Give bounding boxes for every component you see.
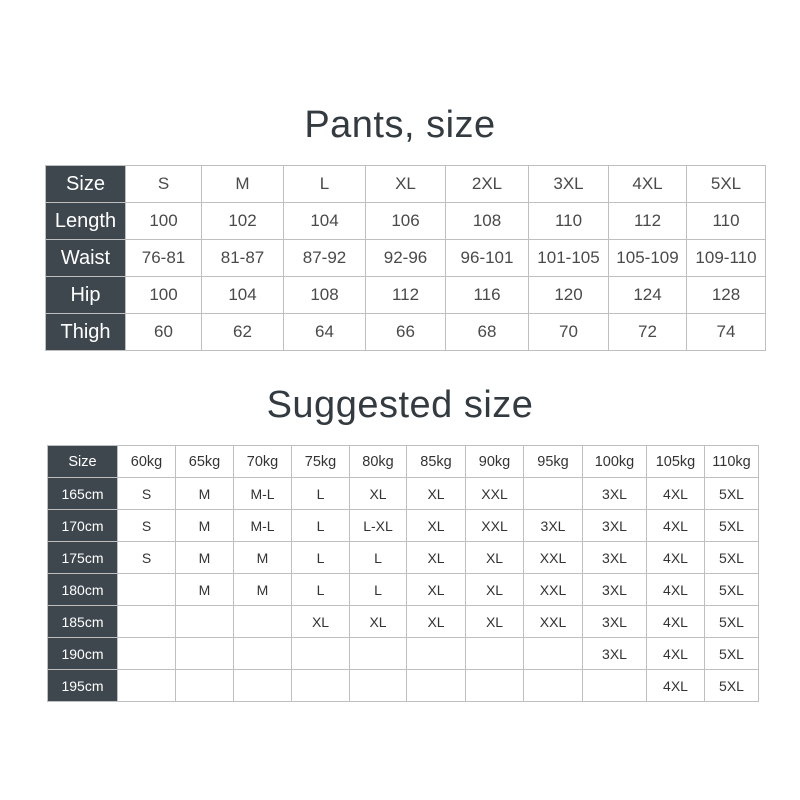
table-cell: M [176, 510, 234, 542]
table-cell: 104 [284, 203, 366, 240]
table-cell: 92-96 [366, 240, 446, 277]
table-cell: S [126, 166, 202, 203]
table-cell: L-XL [350, 510, 407, 542]
table-cell: 4XL [647, 478, 705, 510]
table-cell: 4XL [647, 606, 705, 638]
pants-row-thigh [46, 314, 766, 351]
table-cell: 3XL [529, 166, 609, 203]
suggested-size-table [47, 445, 759, 702]
table-cell: XL [466, 606, 524, 638]
table-cell: 3XL [583, 606, 647, 638]
table-cell [234, 638, 292, 670]
table-cell: 100 [126, 203, 202, 240]
table-cell [176, 638, 234, 670]
table-cell: XL [366, 166, 446, 203]
table-cell: 68 [446, 314, 529, 351]
table-cell: M-L [234, 510, 292, 542]
height-label: 165cm [48, 478, 118, 510]
height-row-165cm [48, 478, 759, 510]
table-cell: L [292, 510, 350, 542]
table-cell: XXL [466, 510, 524, 542]
table-cell [176, 606, 234, 638]
weight-header: 75kg [292, 446, 350, 478]
table-cell [407, 670, 466, 702]
table-cell [466, 638, 524, 670]
table-cell: 128 [687, 277, 766, 314]
table-cell: L [292, 542, 350, 574]
table-cell: 108 [284, 277, 366, 314]
table-cell: 4XL [647, 574, 705, 606]
pants-row-waist [46, 240, 766, 277]
weight-header: 95kg [524, 446, 583, 478]
table-cell: XXL [466, 478, 524, 510]
table-cell: 5XL [705, 670, 759, 702]
height-label: 180cm [48, 574, 118, 606]
table-cell: 5XL [705, 478, 759, 510]
table-cell: 2XL [446, 166, 529, 203]
row-label: Hip [46, 277, 126, 314]
table-cell: XL [350, 478, 407, 510]
height-label: 195cm [48, 670, 118, 702]
table-cell: 108 [446, 203, 529, 240]
table-cell: M [176, 478, 234, 510]
table-cell: 5XL [705, 606, 759, 638]
table-cell [118, 574, 176, 606]
table-cell: M [234, 542, 292, 574]
table-cell: 3XL [583, 574, 647, 606]
height-row-175cm [48, 542, 759, 574]
table-cell: 4XL [647, 510, 705, 542]
pants-row-size [46, 166, 766, 203]
weight-header: 85kg [407, 446, 466, 478]
table-cell [176, 670, 234, 702]
table-cell: 110 [687, 203, 766, 240]
table-cell: 5XL [705, 574, 759, 606]
table-cell: M [176, 542, 234, 574]
table-cell: S [118, 542, 176, 574]
weight-header: 65kg [176, 446, 234, 478]
table-cell: 104 [202, 277, 284, 314]
height-row-190cm [48, 638, 759, 670]
weight-header: 110kg [705, 446, 759, 478]
table-cell [118, 606, 176, 638]
table-cell: 116 [446, 277, 529, 314]
weight-header: 60kg [118, 446, 176, 478]
table-cell [524, 638, 583, 670]
table-cell [234, 606, 292, 638]
table-cell: 66 [366, 314, 446, 351]
table-cell: 100 [126, 277, 202, 314]
table-cell: 3XL [583, 542, 647, 574]
table-cell [118, 670, 176, 702]
table-cell: L [292, 478, 350, 510]
weight-header: 105kg [647, 446, 705, 478]
table-cell: L [350, 542, 407, 574]
table-cell: 3XL [524, 510, 583, 542]
height-label: 170cm [48, 510, 118, 542]
table-cell: 5XL [705, 510, 759, 542]
table-cell: 120 [529, 277, 609, 314]
height-row-185cm [48, 606, 759, 638]
table-cell: 4XL [647, 542, 705, 574]
weight-header: 90kg [466, 446, 524, 478]
table-cell: 112 [609, 203, 687, 240]
table-cell: 4XL [647, 638, 705, 670]
pants-row-length [46, 203, 766, 240]
table-cell [350, 638, 407, 670]
height-label: 175cm [48, 542, 118, 574]
table-cell: 102 [202, 203, 284, 240]
table-cell: L [284, 166, 366, 203]
table-cell [350, 670, 407, 702]
table-cell: 105-109 [609, 240, 687, 277]
table-cell: 64 [284, 314, 366, 351]
height-label: 185cm [48, 606, 118, 638]
weight-header: 80kg [350, 446, 407, 478]
table-cell [292, 638, 350, 670]
corner-label: Size [48, 446, 118, 478]
table-cell [407, 638, 466, 670]
table-cell [234, 670, 292, 702]
table-cell: 96-101 [446, 240, 529, 277]
weight-header: 70kg [234, 446, 292, 478]
table-cell: XL [292, 606, 350, 638]
table-cell [118, 638, 176, 670]
table-cell: XL [407, 606, 466, 638]
table-cell: 76-81 [126, 240, 202, 277]
table-cell: L [350, 574, 407, 606]
table-cell: 60 [126, 314, 202, 351]
table-cell: 5XL [705, 542, 759, 574]
table-cell: 3XL [583, 638, 647, 670]
table-cell: XL [466, 542, 524, 574]
table-cell: 3XL [583, 510, 647, 542]
table-cell: 3XL [583, 478, 647, 510]
table-cell: 101-105 [529, 240, 609, 277]
row-label: Size [46, 166, 126, 203]
weight-header: 100kg [583, 446, 647, 478]
table-cell: M [176, 574, 234, 606]
table-cell: M [202, 166, 284, 203]
pants-size-table [45, 165, 766, 351]
table-cell [466, 670, 524, 702]
table-cell: 4XL [647, 670, 705, 702]
table-cell: 110 [529, 203, 609, 240]
pants-row-hip [46, 277, 766, 314]
table-cell: XL [407, 542, 466, 574]
table-cell [583, 670, 647, 702]
table-cell: 4XL [609, 166, 687, 203]
table-cell: M-L [234, 478, 292, 510]
row-label: Thigh [46, 314, 126, 351]
table-cell: 87-92 [284, 240, 366, 277]
table-cell: XL [407, 510, 466, 542]
table-cell: 70 [529, 314, 609, 351]
weight-header-row [48, 446, 759, 478]
table-cell: 112 [366, 277, 446, 314]
table-cell: L [292, 574, 350, 606]
table-cell: 74 [687, 314, 766, 351]
row-label: Waist [46, 240, 126, 277]
table-cell: XL [407, 478, 466, 510]
height-row-195cm [48, 670, 759, 702]
table-cell: 62 [202, 314, 284, 351]
table-cell: 106 [366, 203, 446, 240]
table-cell: S [118, 478, 176, 510]
table-cell [524, 478, 583, 510]
table-cell: M [234, 574, 292, 606]
table-cell: XXL [524, 574, 583, 606]
table-cell: XXL [524, 606, 583, 638]
table-cell: 5XL [687, 166, 766, 203]
table-cell: 109-110 [687, 240, 766, 277]
table-cell [292, 670, 350, 702]
table-cell: 5XL [705, 638, 759, 670]
table-cell: S [118, 510, 176, 542]
height-label: 190cm [48, 638, 118, 670]
table-cell: XL [350, 606, 407, 638]
table-cell: XL [466, 574, 524, 606]
table-cell: 81-87 [202, 240, 284, 277]
table-cell [524, 670, 583, 702]
table-cell: XXL [524, 542, 583, 574]
row-label: Length [46, 203, 126, 240]
suggested-size-title: Suggested size [266, 384, 534, 426]
height-row-170cm [48, 510, 759, 542]
table-cell: 72 [609, 314, 687, 351]
height-row-180cm [48, 574, 759, 606]
table-cell: XL [407, 574, 466, 606]
pants-size-title: Pants, size [304, 104, 496, 146]
table-cell: 124 [609, 277, 687, 314]
